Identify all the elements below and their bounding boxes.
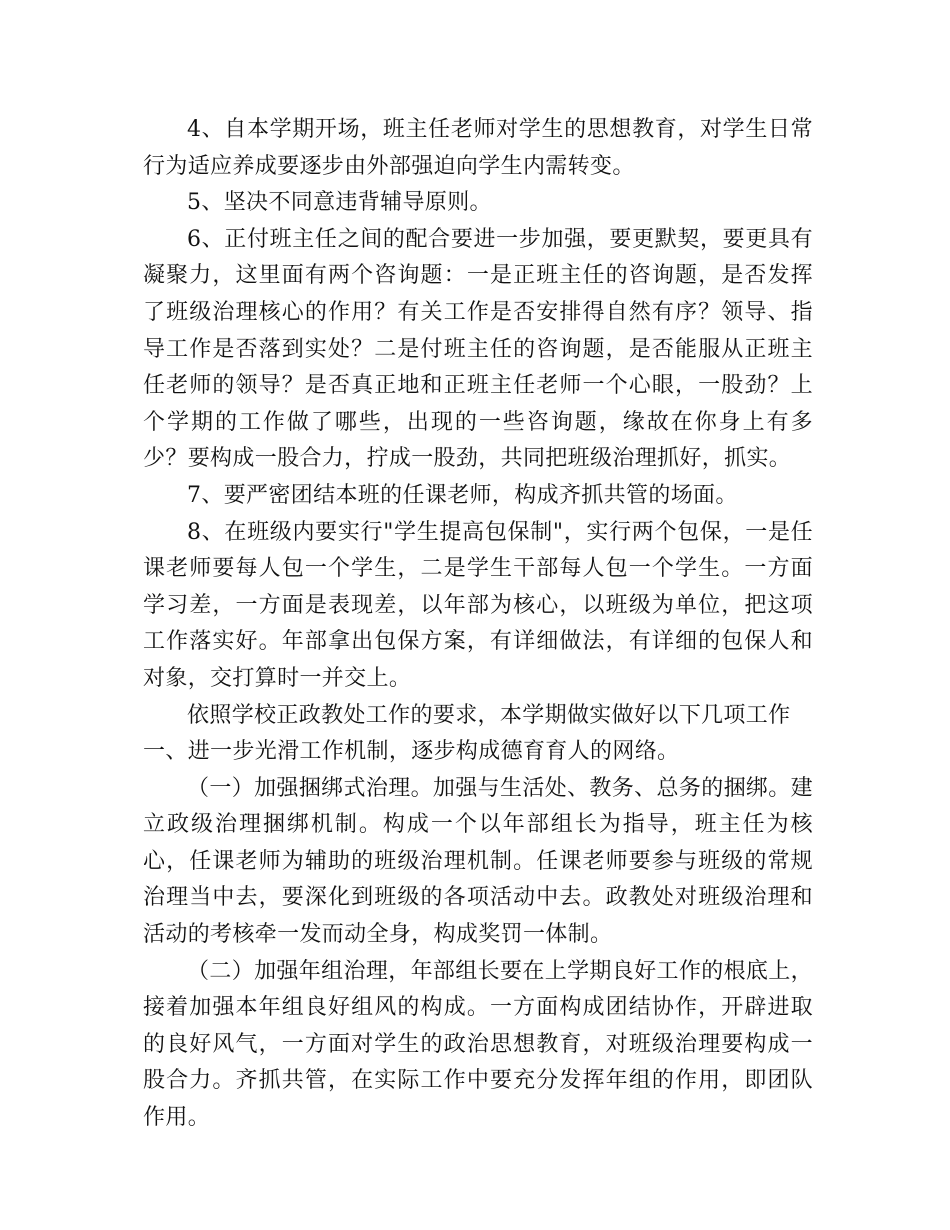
intro-paragraph: 依照学校正政教处工作的要求，本学期做实做好以下几项工作 bbox=[187, 702, 791, 728]
document-body bbox=[143, 112, 813, 1137]
paragraph-item-8: 8、在班级内要实行"学生提高包保制"，实行两个包保，一是任课老师要每人包一个学生，二是学生干部每人包一个学生。一方面学习差，一方面是表现差，以年部为核心，以班级为单位，把这项工作落实好。年部拿出包保方案，有详细做法，有详细的包保人和对象，交打算时一并交上。 bbox=[143, 519, 813, 691]
subsection-paragraph-2: （二）加强年组治理，年部组长要在上学期良好工作的根底上，接着加强本年组良好组风的构成。一方面构成团结协作，开辟进取的良好风气，一方面对学生的政治思想教育，对班级治理要构成一股合力。齐抓共管，在实际工作中要充分发挥年组的作用，即团队作用。 bbox=[143, 958, 813, 1131]
paragraph-item-5: 5、坚决不同意违背辅导原则。 bbox=[187, 190, 492, 216]
subsection-paragraph-1: （一）加强捆绑式治理。加强与生活处、教务、总务的捆绑。建立政级治理捆绑机制。构成一个以年部组长为指导，班主任为核心，任课老师为辅助的班级治理机制。任课老师要参与班级的常规治理当中去，要深化到班级的各项活动中去。政教处对班级治理和活动的考核牵一发而动全身，构成奖罚一体制。 bbox=[143, 775, 813, 948]
paragraph-item-7: 7、要严密团结本班的任课老师，构成齐抓共管的场面。 bbox=[187, 482, 738, 508]
paragraph-item-6: 6、正付班主任之间的配合要进一步加强，要更默契，要更具有凝聚力，这里面有两个咨询题：一是正班主任的咨询题，是否发挥了班级治理核心的作用？有关工作是否安排得自然有序？领导、指导工作是否落到实处？二是付班主任的咨询题，是否能服从正班主任老师的领导？是否真正地和正班主任老师一个心眼，一股劲？上个学期的工作做了哪些，出现的一些咨询题，缘故在你身上有多少？要构成一股合力，拧成一股劲，共同把班级治理抓好，抓实。 bbox=[143, 226, 813, 472]
section-heading-1: 一、进一步光滑工作机制，逐步构成德育育人的网络。 bbox=[143, 739, 680, 765]
paragraph-item-4: 4、自本学期开场，班主任老师对学生的思想教育，对学生日常行为适应养成要逐步由外部强迫向学生内需转变。 bbox=[143, 117, 813, 179]
